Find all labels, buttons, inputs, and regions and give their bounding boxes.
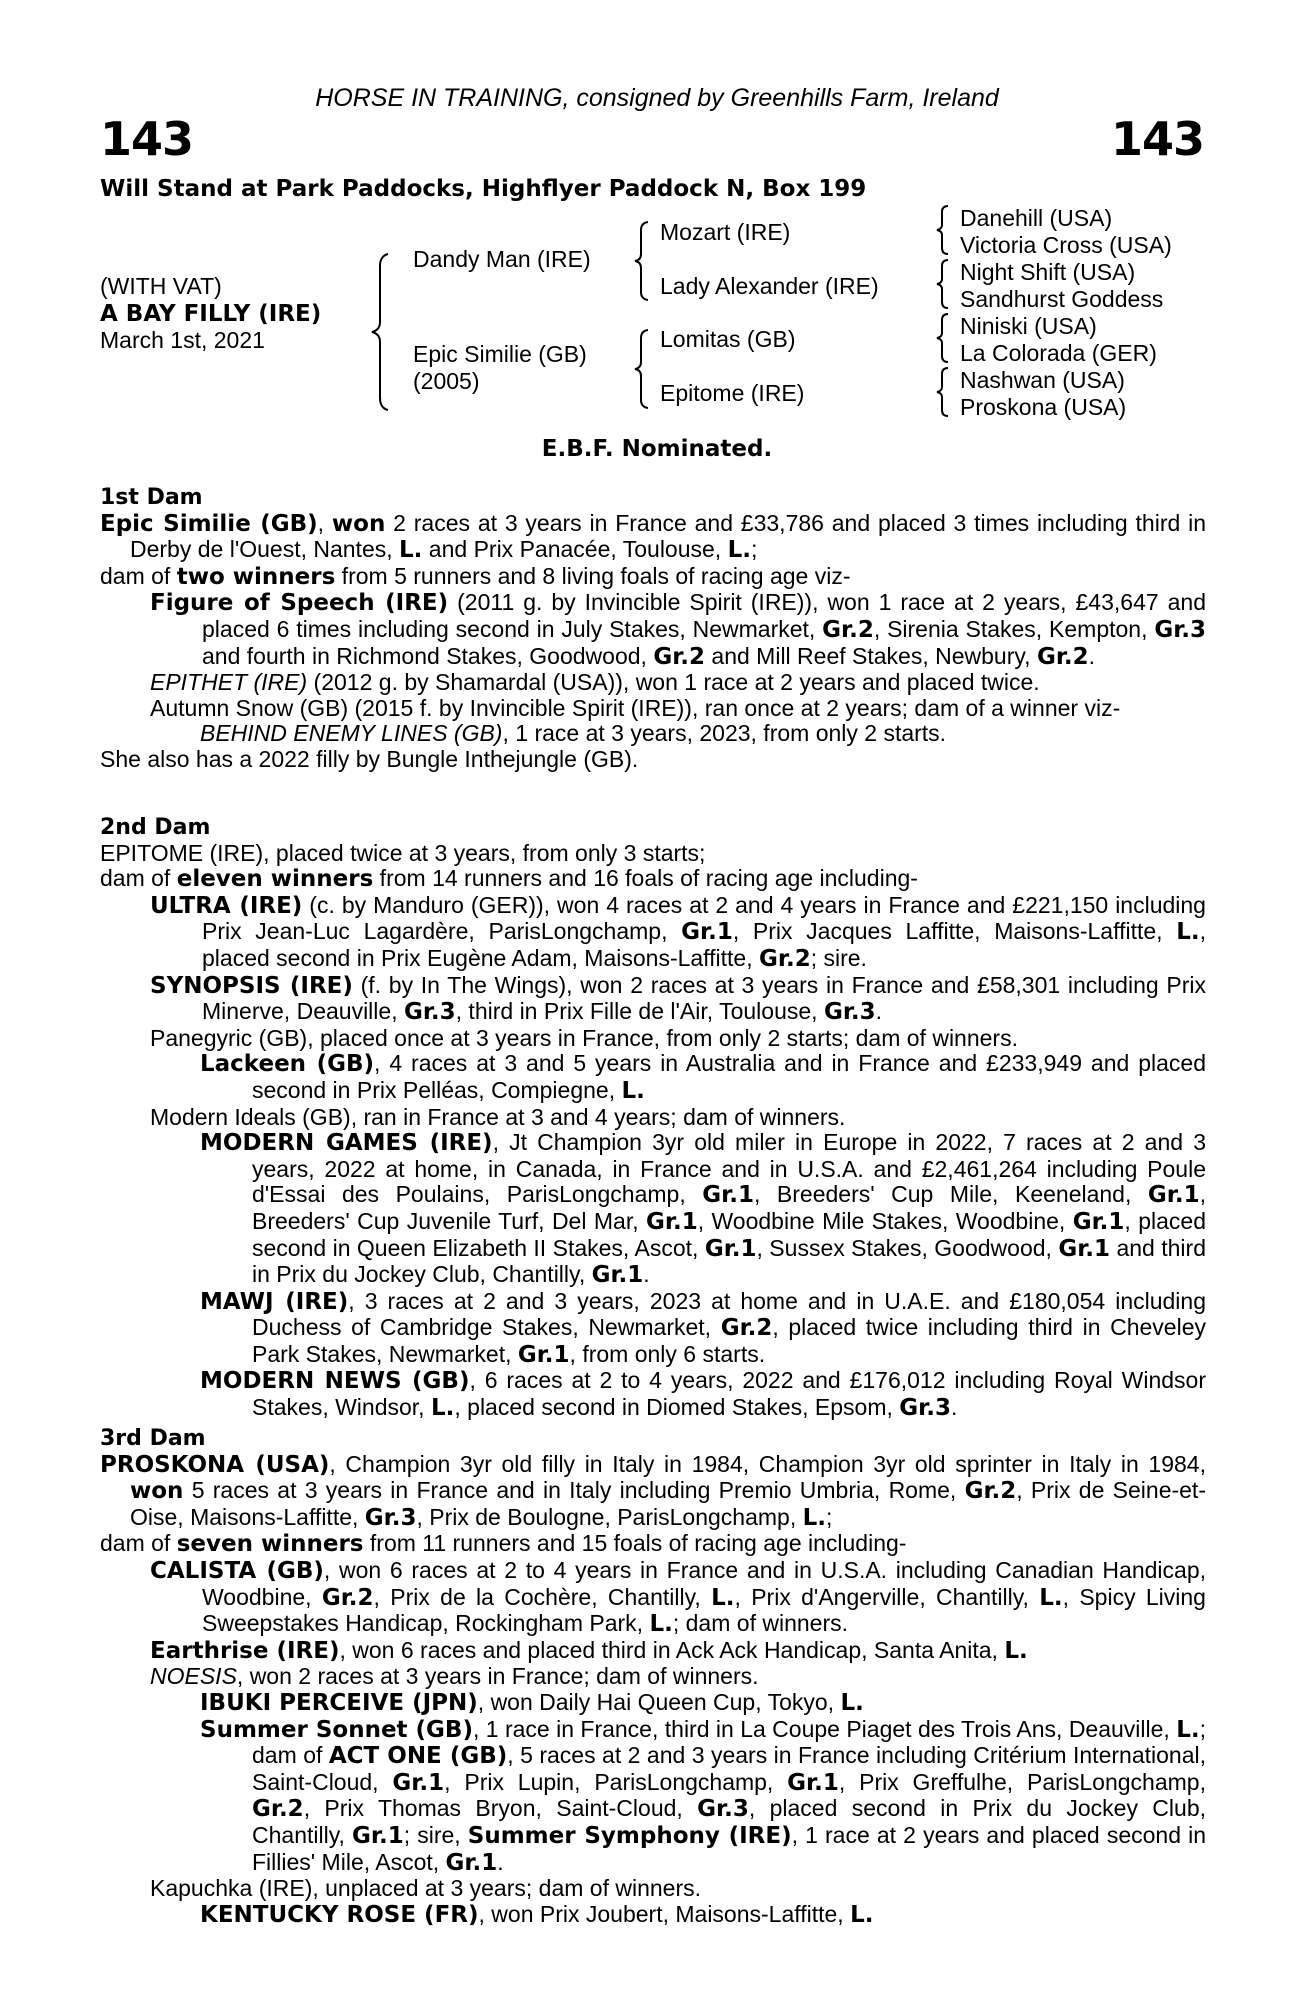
bold-run: won [130, 1478, 184, 1505]
bold-run: Gr.1 [1147, 1182, 1200, 1209]
text-run: Autumn Snow (GB) (2015 f. by Invincible Spirit (IRE)), ran once at 2 years; dam of a winner viz- [150, 694, 1121, 721]
text-run: , third in Prix Fille de l'Air, Toulouse, [455, 998, 824, 1025]
text-run: (f. by In The Wings), won 2 races at 3 years in France and £58,301 including Prix Minerve, Deauville, [202, 971, 1206, 1025]
sire-dam: Lady Alexander (IRE) [660, 273, 879, 299]
section-body [100, 1452, 1206, 1929]
text-run: , Prix de la Cochère, Chantilly, [373, 1583, 712, 1610]
bold-run: Gr.3 [364, 1504, 417, 1531]
text-run: . [950, 1394, 958, 1421]
pedigree-brace-g4 [934, 366, 952, 418]
text-run: EPITOME (IRE), placed twice at 3 years, from only 3 starts; [100, 839, 706, 866]
italic-run: BEHIND ENEMY LINES (GB) [200, 720, 503, 747]
bold-run: L. [649, 1611, 673, 1638]
grandsire-4: Nashwan (USA) [960, 367, 1125, 393]
text-run: , Breeders' Cup Mile, Keeneland, [753, 1181, 1148, 1208]
bold-run: Gr.1 [1072, 1208, 1125, 1235]
italic-run: EPITHET (IRE) [150, 669, 308, 696]
bold-run: Gr.1 [704, 1235, 757, 1262]
text-run: , Prix de Boulogne, ParisLongchamp, [416, 1503, 803, 1530]
pedigree-paragraph [100, 670, 1206, 696]
bold-run: Gr.1 [681, 919, 733, 946]
dam-dam: Epitome (IRE) [660, 380, 805, 406]
bold-run: Gr.2 [964, 1478, 1017, 1505]
bold-run: L. [430, 1395, 455, 1422]
bold-run: Gr.3 [403, 999, 456, 1026]
bold-run: L. [621, 1077, 645, 1104]
text-run: , 1 race at 3 years, 2023, from only 2 starts. [502, 720, 947, 747]
text-run: Modern Ideals (GB), ran in France at 3 and 4 years; dam of winners. [150, 1103, 846, 1130]
bold-run: eleven winners [176, 866, 374, 893]
text-run: 2 races at 3 years in France and £33,786 and placed 3 times including third in Derby de l'Ouest, Nantes, [130, 509, 1207, 563]
text-run: ; dam of [252, 1715, 1207, 1769]
bold-run: MODERN GAMES (IRE) [200, 1130, 493, 1157]
bold-run: Gr.1 [517, 1341, 570, 1368]
text-run: and Mill Reef Stakes, Newbury, [705, 642, 1037, 669]
bold-run: Gr.2 [822, 616, 874, 643]
bold-run: CALISTA (GB) [150, 1557, 324, 1584]
text-run: , placed second in Diomed Stakes, Epsom, [454, 1394, 900, 1421]
bold-run: Gr.1 [591, 1262, 644, 1289]
dam-sire: Lomitas (GB) [660, 326, 796, 352]
section-heading: 2nd Dam [100, 815, 211, 840]
pedigree-paragraph [100, 1026, 1206, 1052]
pedigree-paragraph [100, 973, 1206, 1026]
pedigree-brace-main [368, 252, 392, 412]
pedigree-brace-g3 [934, 312, 952, 364]
text-run: dam of [100, 562, 177, 589]
dam-name: Epic Similie (GB) [413, 341, 587, 367]
grandsire-1: Danehill (USA) [960, 205, 1113, 231]
text-run: Kapuchka (IRE), unplaced at 3 years; dam of winners. [150, 1875, 702, 1902]
bold-run: Figure of Speech (IRE) [150, 590, 449, 617]
bold-run: Gr.2 [759, 945, 811, 972]
text-run: , Woodbine Mile Stakes, Woodbine, [697, 1207, 1073, 1234]
text-run: , Breeders' Cup Juvenile Turf, Del Mar, [252, 1181, 1206, 1234]
pedigree-paragraph [100, 747, 1206, 773]
bold-run: Gr.2 [720, 1315, 773, 1342]
vat-note: (WITH VAT) [100, 273, 222, 299]
bold-run: Gr.1 [392, 1769, 445, 1796]
text-run: , Sirenia Stakes, Kempton, [873, 615, 1155, 642]
granddam-1: Victoria Cross (USA) [960, 232, 1172, 258]
text-run: , placed second in Prix Eugène Adam, Maisons-Laffitte, [202, 918, 1206, 971]
bold-run: Gr.1 [787, 1769, 839, 1796]
pedigree-paragraph [100, 511, 1206, 564]
pedigree-paragraph [100, 1876, 1206, 1902]
third-dam-section [100, 1426, 1206, 1928]
foaling-date: March 1st, 2021 [100, 327, 265, 353]
text-run: dam of [100, 865, 177, 892]
bold-run: Gr.1 [1058, 1235, 1111, 1262]
bold-run: L. [840, 1689, 864, 1716]
pedigree-paragraph [100, 1690, 1206, 1717]
first-dam-section [100, 485, 1206, 773]
lot-number-right: 143 [1110, 112, 1204, 166]
bold-run: Gr.2 [1036, 643, 1089, 670]
bold-run: KENTUCKY ROSE (FR) [200, 1901, 479, 1928]
pedigree-brace-g2 [934, 258, 952, 310]
pedigree-paragraph [100, 721, 1206, 747]
text-run: and third in Prix du Jockey Club, Chantilly, [252, 1234, 1206, 1288]
pedigree-paragraph [100, 893, 1206, 973]
bold-run: won [331, 510, 386, 537]
text-run: , Prix de Seine-et-Oise, Maisons-Laffitte, [130, 1477, 1206, 1530]
bold-run: PROSKONA (USA) [100, 1451, 330, 1478]
grandsire-3: Niniski (USA) [960, 313, 1097, 339]
text-run: She also has a 2022 filly by Bungle Inthejungle (GB). [100, 745, 639, 772]
text-run: , placed second in Queen Elizabeth II Stakes, Ascot, [252, 1207, 1206, 1261]
pedigree-brace-g1 [934, 204, 952, 256]
text-run: ; dam of winners. [672, 1610, 848, 1637]
text-run: Panegyric (GB), placed once at 3 years in France, from only 2 starts; dam of winners. [150, 1024, 1018, 1051]
stand-location: Will Stand at Park Paddocks, Highflyer Paddock N, Box 199 [100, 176, 867, 202]
text-run: , Sussex Stakes, Goodwood, [756, 1234, 1059, 1261]
text-run: (2011 g. by Invincible Spirit (IRE)), won 1 race at 2 years, £43,647 and placed 6 times including second in July Stakes, Newmarket, [202, 589, 1206, 642]
pedigree-brace-dam [632, 328, 652, 410]
section-heading: 3rd Dam [100, 1426, 206, 1451]
bold-run: L. [1004, 1637, 1028, 1664]
text-run: , won Daily Hai Queen Cup, Tokyo, [477, 1688, 841, 1715]
text-run: from 5 runners and 8 living foals of racing age viz- [335, 562, 851, 589]
text-run: , from only 6 starts. [569, 1340, 766, 1367]
bold-run: Gr.1 [352, 1822, 404, 1849]
text-run: , 1 race in France, third in La Coupe Piaget des Trois Ans, Deauville, [472, 1715, 1177, 1742]
text-run: , Prix Jacques Laffitte, Maisons-Laffitte, [732, 918, 1177, 945]
text-run: ; [826, 1503, 833, 1530]
pedigree-paragraph [100, 1531, 1206, 1558]
text-run: , 5 races at 2 and 3 years in France including Critérium International, Saint-Cloud, [252, 1742, 1206, 1795]
pedigree-paragraph [100, 590, 1206, 670]
pedigree-paragraph [100, 564, 1206, 591]
bold-run: L. [1176, 1716, 1200, 1743]
bold-run: two winners [176, 563, 336, 590]
bold-run: Gr.1 [702, 1182, 754, 1209]
sire-name: Dandy Man (IRE) [413, 246, 591, 272]
text-run: . [497, 1848, 504, 1875]
bold-run: Earthrise (IRE) [150, 1637, 340, 1664]
bold-run: Summer Symphony (IRE) [467, 1822, 792, 1849]
pedigree-paragraph [100, 1130, 1206, 1289]
pedigree-paragraph [100, 1289, 1206, 1369]
text-run: , won 2 races at 3 years in France; dam of winners. [236, 1663, 759, 1690]
text-run: from 14 runners and 16 foals of racing age including- [373, 865, 918, 892]
text-run: , Prix Thomas Bryon, Saint-Cloud, [303, 1795, 698, 1822]
second-dam-section [100, 815, 1206, 1422]
bold-run: Gr.3 [899, 1395, 951, 1422]
bold-run: MAWJ (IRE) [200, 1288, 349, 1315]
text-run: , Jt Champion 3yr old miler in Europe in 2022, 7 races at 2 and 3 years, 2022 at home, in Canada, in France and in U.S.A. and £2,461,264 including Poule d'Essai des Poulains, ParisLongchamp, [252, 1129, 1206, 1208]
pedigree-brace-sire [632, 220, 652, 302]
granddam-3: La Colorada (GER) [960, 340, 1157, 366]
pedigree-paragraph [100, 1638, 1206, 1665]
pedigree-paragraph [100, 1051, 1206, 1104]
bold-run: MODERN NEWS (GB) [200, 1368, 470, 1395]
bold-run: Gr.2 [321, 1584, 374, 1611]
dam-year: (2005) [413, 368, 480, 394]
text-run: , placed twice including third in Cheveley Park Stakes, Newmarket, [252, 1314, 1206, 1367]
text-run: , 6 races at 2 to 4 years, 2022 and £176,012 including Royal Windsor Stakes, Windsor, [252, 1367, 1206, 1421]
text-run: , Champion 3yr old filly in Italy in 1984, Champion 3yr old sprinter in Italy in 1984, [329, 1450, 1206, 1477]
text-run: , Prix Greffulhe, ParisLongchamp, [838, 1768, 1206, 1795]
text-run: , Spicy Living Sweepstakes Handicap, Rockingham Park, [202, 1583, 1206, 1637]
sire-sire: Mozart (IRE) [660, 219, 791, 245]
pedigree-paragraph [100, 1664, 1206, 1690]
horse-name: A BAY FILLY (IRE) [100, 301, 322, 327]
text-run: 5 races at 3 years in France and in Italy including Premio Umbria, Rome, [183, 1477, 965, 1504]
bold-run: Gr.3 [1154, 616, 1206, 643]
text-run: , Prix Lupin, ParisLongchamp, [444, 1768, 788, 1795]
text-run: . [1088, 642, 1096, 669]
pedigree-paragraph [100, 1105, 1206, 1131]
text-run: and fourth in Richmond Stakes, Goodwood, [202, 642, 654, 669]
text-run: (c. by Manduro (GER)), won 4 races at 2 and 4 years in France and £221,150 including Prix Jean-Luc Lagardère, ParisLongchamp, [202, 891, 1206, 945]
text-run: , [317, 509, 332, 536]
text-run: (2012 g. by Shamardal (USA)), won 1 race at 2 years and placed twice. [307, 669, 1040, 696]
granddam-2: Sandhurst Goddess [960, 286, 1164, 312]
bold-run: Gr.1 [445, 1849, 498, 1876]
italic-run: NOESIS [150, 1663, 237, 1690]
section-body [100, 511, 1206, 773]
text-run: and Prix Panacée, Toulouse, [422, 536, 728, 563]
text-run: dam of [100, 1530, 177, 1557]
text-run: , won 6 races at 2 to 4 years in France and in U.S.A. including Canadian Handicap, Woodbine, [202, 1556, 1206, 1610]
text-run: , Prix d'Angerville, Chantilly, [734, 1583, 1040, 1610]
text-run: ; sire, [403, 1821, 468, 1848]
bold-run: ACT ONE (GB) [328, 1743, 508, 1770]
section-body [100, 841, 1206, 1422]
bold-run: Gr.3 [823, 999, 876, 1026]
consignment-line: HORSE IN TRAINING, consigned by Greenhills Farm, Ireland [315, 84, 999, 112]
text-run: from 11 runners and 15 foals of racing age including- [363, 1530, 907, 1557]
bold-run: IBUKI PERCEIVE (JPN) [200, 1689, 478, 1716]
bold-run: Epic Similie (GB) [100, 510, 318, 537]
bold-run: ULTRA (IRE) [150, 892, 303, 919]
text-run: , 4 races at 3 and 5 years in Australia and in France and £233,949 and placed second in Prix Pelléas, Compiegne, [252, 1050, 1206, 1103]
text-run: ; [751, 536, 758, 563]
bold-run: L. [399, 537, 423, 564]
bold-run: L. [711, 1584, 735, 1611]
pedigree-paragraph [100, 1558, 1206, 1638]
text-run: , won 6 races and placed third in Ack Ack Handicap, Santa Anita, [339, 1636, 1005, 1663]
lot-number-left: 143 [100, 112, 194, 166]
bold-run: L. [802, 1504, 827, 1531]
bold-run: L. [1039, 1584, 1063, 1611]
text-run: , placed second in Prix du Jockey Club, Chantilly, [252, 1795, 1206, 1848]
grandsire-2: Night Shift (USA) [960, 259, 1136, 285]
bold-run: seven winners [176, 1531, 364, 1558]
bold-run: Lackeen (GB) [200, 1051, 375, 1078]
pedigree-paragraph [100, 1717, 1206, 1877]
pedigree-paragraph [100, 866, 1206, 893]
bold-run: L. [850, 1901, 874, 1928]
bold-run: L. [727, 537, 751, 564]
bold-run: Gr.2 [252, 1796, 304, 1823]
text-run: , 3 races at 2 and 3 years, 2023 at home and in U.A.E. and £180,054 including Duchess of Cambridge Stakes, Newmarket, [252, 1287, 1207, 1341]
pedigree-paragraph [100, 1368, 1206, 1421]
bold-run: Gr.3 [697, 1796, 749, 1823]
granddam-4: Proskona (USA) [960, 394, 1127, 420]
pedigree-paragraph [100, 1902, 1206, 1929]
text-run: , 1 race at 2 years and placed second in Fillies' Mile, Ascot, [252, 1821, 1207, 1875]
text-run: , won Prix Joubert, Maisons-Laffitte, [478, 1900, 851, 1927]
bold-run: Gr.1 [646, 1208, 698, 1235]
pedigree-paragraph [100, 696, 1206, 722]
bold-run: SYNOPSIS (IRE) [150, 972, 353, 999]
text-run: ; sire. [810, 944, 867, 971]
bold-run: Gr.2 [653, 643, 706, 670]
pedigree-paragraph [100, 1452, 1206, 1532]
text-run: . [643, 1261, 650, 1288]
ebf-nomination: E.B.F. Nominated. [541, 436, 773, 462]
bold-run: Summer Sonnet (GB) [200, 1716, 473, 1743]
section-heading: 1st Dam [100, 485, 203, 510]
bold-run: L. [1176, 919, 1200, 946]
pedigree-paragraph [100, 841, 1206, 867]
text-run: . [875, 998, 883, 1025]
